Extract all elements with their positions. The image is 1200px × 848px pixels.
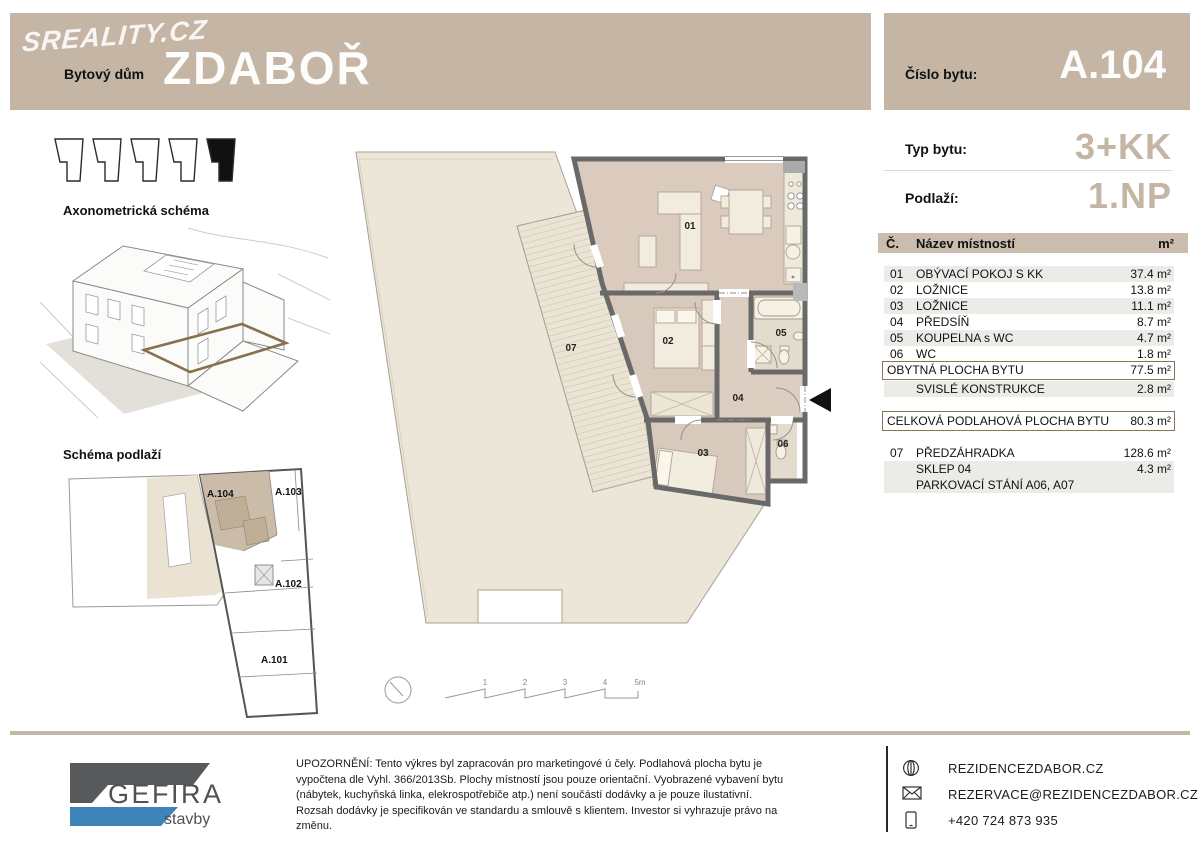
room-label-04: 04 [732,393,744,404]
room-name: PŘEDSÍŇ [916,315,970,329]
mail-icon [902,785,922,806]
contact-phone [902,810,1192,832]
footer-divider [886,746,888,832]
room-area: 4.3 m² [1136,462,1171,476]
room-name: PARKOVACÍ STÁNÍ A06, A07 [916,478,1075,492]
room-num: 03 [890,299,904,313]
unit-label-a101: A.101 [261,655,288,666]
scale-tick: 4 [602,678,608,687]
room-name: SKLEP 04 [916,462,972,476]
room-num: 06 [890,347,904,361]
axon-schema-title: Axonometrická schéma [63,203,209,218]
floor-pictograms [53,137,253,189]
room-area: 2.8 m² [1136,382,1171,396]
unit-type-value: 3+KK [1074,126,1172,167]
sreality-watermark: SREALITY.CZ [21,14,209,58]
room-label-05: 05 [775,328,787,339]
unit-type-label: Typ bytu: [905,141,967,157]
header-band [10,13,871,110]
room-name: LOŽNICE [916,283,969,297]
table-row [884,330,1174,346]
unit-number-label: Číslo bytu: [905,66,978,82]
room-label-07: 07 [565,343,577,354]
project-title: ZDABOŘ [163,42,372,94]
room-label-02: 02 [662,336,674,347]
current-floor-pictogram [207,139,235,181]
living-area-total-row [882,361,1175,380]
table-row [884,282,1174,298]
main-floor-plan [353,140,838,720]
logo-subtext: stavby [164,811,211,828]
room-area: 37.4 m² [1130,267,1171,281]
contact-website [902,758,1192,780]
contact-text: REZIDENCEZDABOR.CZ [948,761,1104,776]
table-row [884,381,1174,397]
table-row [884,445,1174,461]
total-area: 80.3 m² [1130,414,1171,428]
col-number: Č. [886,236,899,251]
room-label-01: 01 [684,221,696,232]
disclaimer-text: UPOZORNĚNÍ: Tento výkres byl zapracován pro marketingové ú čely. Podlahová plocha bytu je vypočtena dle Vyhl. 366/2013Sb. Plochy místností jsou pouze orientační. Vyobrazené vybavení bytu (nábytek, kuchyňská linka, elekrospotřebiče atp.) není součástí dodávky a je pouze ilustativní. Rozsah dodávky je specifikován ve standardu a smlouvě s klientem. Investor si vyhrazuje právo na změnu. [296,758,784,833]
col-name: Název místností [916,236,1015,251]
room-num: 01 [890,267,904,281]
room-table-header [878,233,1188,253]
table-row [884,298,1174,314]
table-row [884,461,1174,477]
room-num: 07 [890,446,904,460]
room-num: 05 [890,331,904,345]
room-area: 8.7 m² [1136,315,1171,329]
building-type-label: Bytový dům [64,66,145,82]
unit-number-band [884,13,1190,110]
scale-tick: 3 [562,678,568,687]
gefira-logo [62,758,237,838]
room-name: OBÝVACÍ POKOJ S KK [916,267,1044,281]
entrance-arrow [809,388,831,412]
table-row [884,266,1174,282]
table-row [884,477,1174,493]
room-area: 4.7 m² [1136,331,1171,345]
floor-value: 1.NP [1087,175,1172,216]
unit-number-value: A.104 [1059,43,1166,87]
shaft-block-2 [793,283,807,301]
shaft-block [783,161,805,173]
scale-tick: 5m [634,678,646,687]
room-name: SVISLÉ KONSTRUKCE [916,382,1045,396]
scale-tick: 2 [522,678,528,687]
col-area: m² [1158,236,1174,251]
room-label-06: 06 [777,439,789,450]
logo-text: GEFIRA [108,779,224,809]
room-area: 13.8 m² [1130,283,1171,297]
floor-schema-title: Schéma podlaží [63,447,162,462]
unit-label-a102: A.102 [275,579,302,590]
room-area: 11.1 m² [1131,299,1171,313]
contact-email [902,784,1199,806]
floor-label: Podlaží: [905,190,959,206]
axonometric-schema [38,222,330,439]
room-name: LOŽNICE [916,299,969,313]
scale-tick: 1 [482,678,488,687]
room-label-03: 03 [697,448,709,459]
globe-icon [902,759,920,782]
room-num: 02 [890,283,904,297]
bedroom-02-furniture [651,300,715,416]
room-name: PŘEDZÁHRADKA [916,446,1015,460]
room-area: 1.8 m² [1136,347,1171,361]
unit-label-a103: A.103 [275,487,302,498]
total-floor-area-row [882,411,1175,431]
room-area: 128.6 m² [1123,446,1171,460]
logo-blue-shape [70,807,178,826]
summary-name: OBYTNÁ PLOCHA BYTU [887,363,1024,377]
phone-icon [905,811,917,834]
footer-rule [10,731,1190,735]
kitchen-line [784,166,803,284]
contact-text: REZERVACE@REZIDENCEZDABOR.CZ [948,787,1199,802]
contact-text: +420 724 873 935 [948,813,1058,828]
total-name: CELKOVÁ PODLAHOVÁ PLOCHA BYTU [887,414,1110,428]
summary-area: 77.5 m² [1130,363,1171,377]
room-name: KOUPELNA s WC [916,331,1014,345]
table-row [884,314,1174,330]
scale-bar [445,678,646,698]
compass [385,677,411,703]
table-row [884,346,1174,362]
floor-schema [55,465,345,738]
room-name: WC [916,347,936,361]
divider [884,170,1172,171]
unit-label-a104: A.104 [207,489,234,500]
room-num: 04 [890,315,904,329]
